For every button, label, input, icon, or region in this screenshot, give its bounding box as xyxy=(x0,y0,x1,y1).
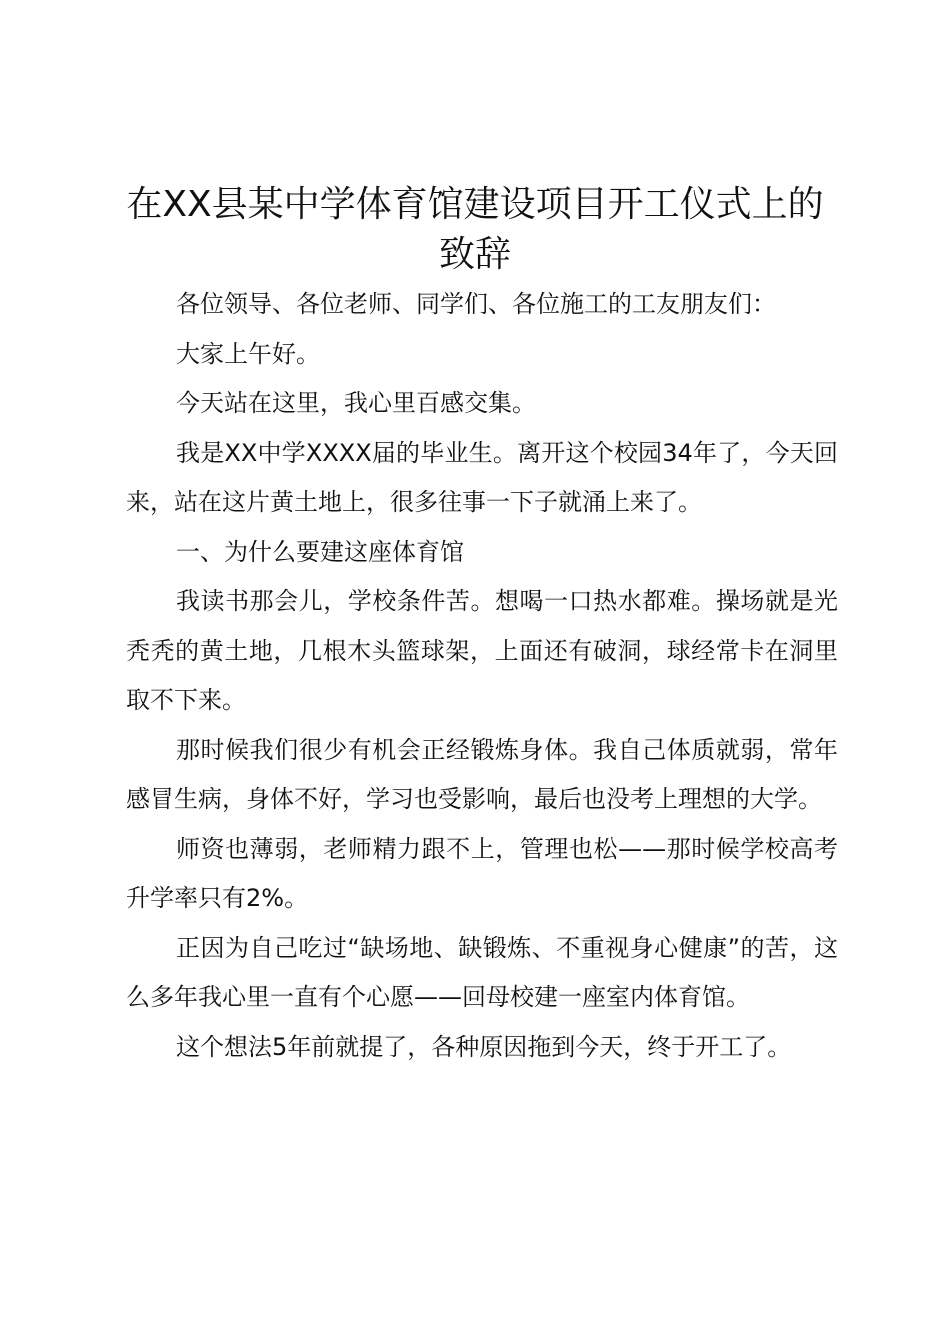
paragraph-salutation: 各位领导、各位老师、同学们、各位施工的工友朋友们： xyxy=(176,290,776,318)
paragraph: 师资也薄弱，老师精力跟不上，管理也松——那时候学校高考升学率只有2%。 xyxy=(126,834,838,912)
section-heading: 一、为什么要建这座体育馆 xyxy=(176,537,464,566)
document-title: 在XX县某中学体育馆建设项目开工仪式上的致辞 xyxy=(126,184,824,275)
paragraph: 我是XX中学XXXX届的毕业生。离开这个校园34年了，今天回来，站在这片黄土地上，很多往事一下子就涌上来了。 xyxy=(126,438,838,516)
paragraph-greeting: 大家上午好。 xyxy=(176,339,320,368)
paragraph: 今天站在这里，我心里百感交集。 xyxy=(176,389,536,417)
document-body xyxy=(126,280,838,1072)
paragraph: 那时候我们很少有机会正经锻炼身体。我自己体质就弱，常年感冒生病，身体不好，学习也受影响，最后也没考上理想的大学。 xyxy=(126,735,838,813)
paragraph: 我读书那会儿，学校条件苦。想喝一口热水都难。操场就是光秃秃的黄土地，几根木头篮球架，上面还有破洞，球经常卡在洞里取不下来。 xyxy=(126,587,838,714)
paragraph: 正因为自己吃过“缺场地、缺锻炼、不重视身心健康”的苦，这么多年我心里一直有个心愿——回母校建一座室内体育馆。 xyxy=(126,933,838,1011)
paragraph: 这个想法5年前就提了，各种原因拖到今天，终于开工了。 xyxy=(176,1032,792,1061)
